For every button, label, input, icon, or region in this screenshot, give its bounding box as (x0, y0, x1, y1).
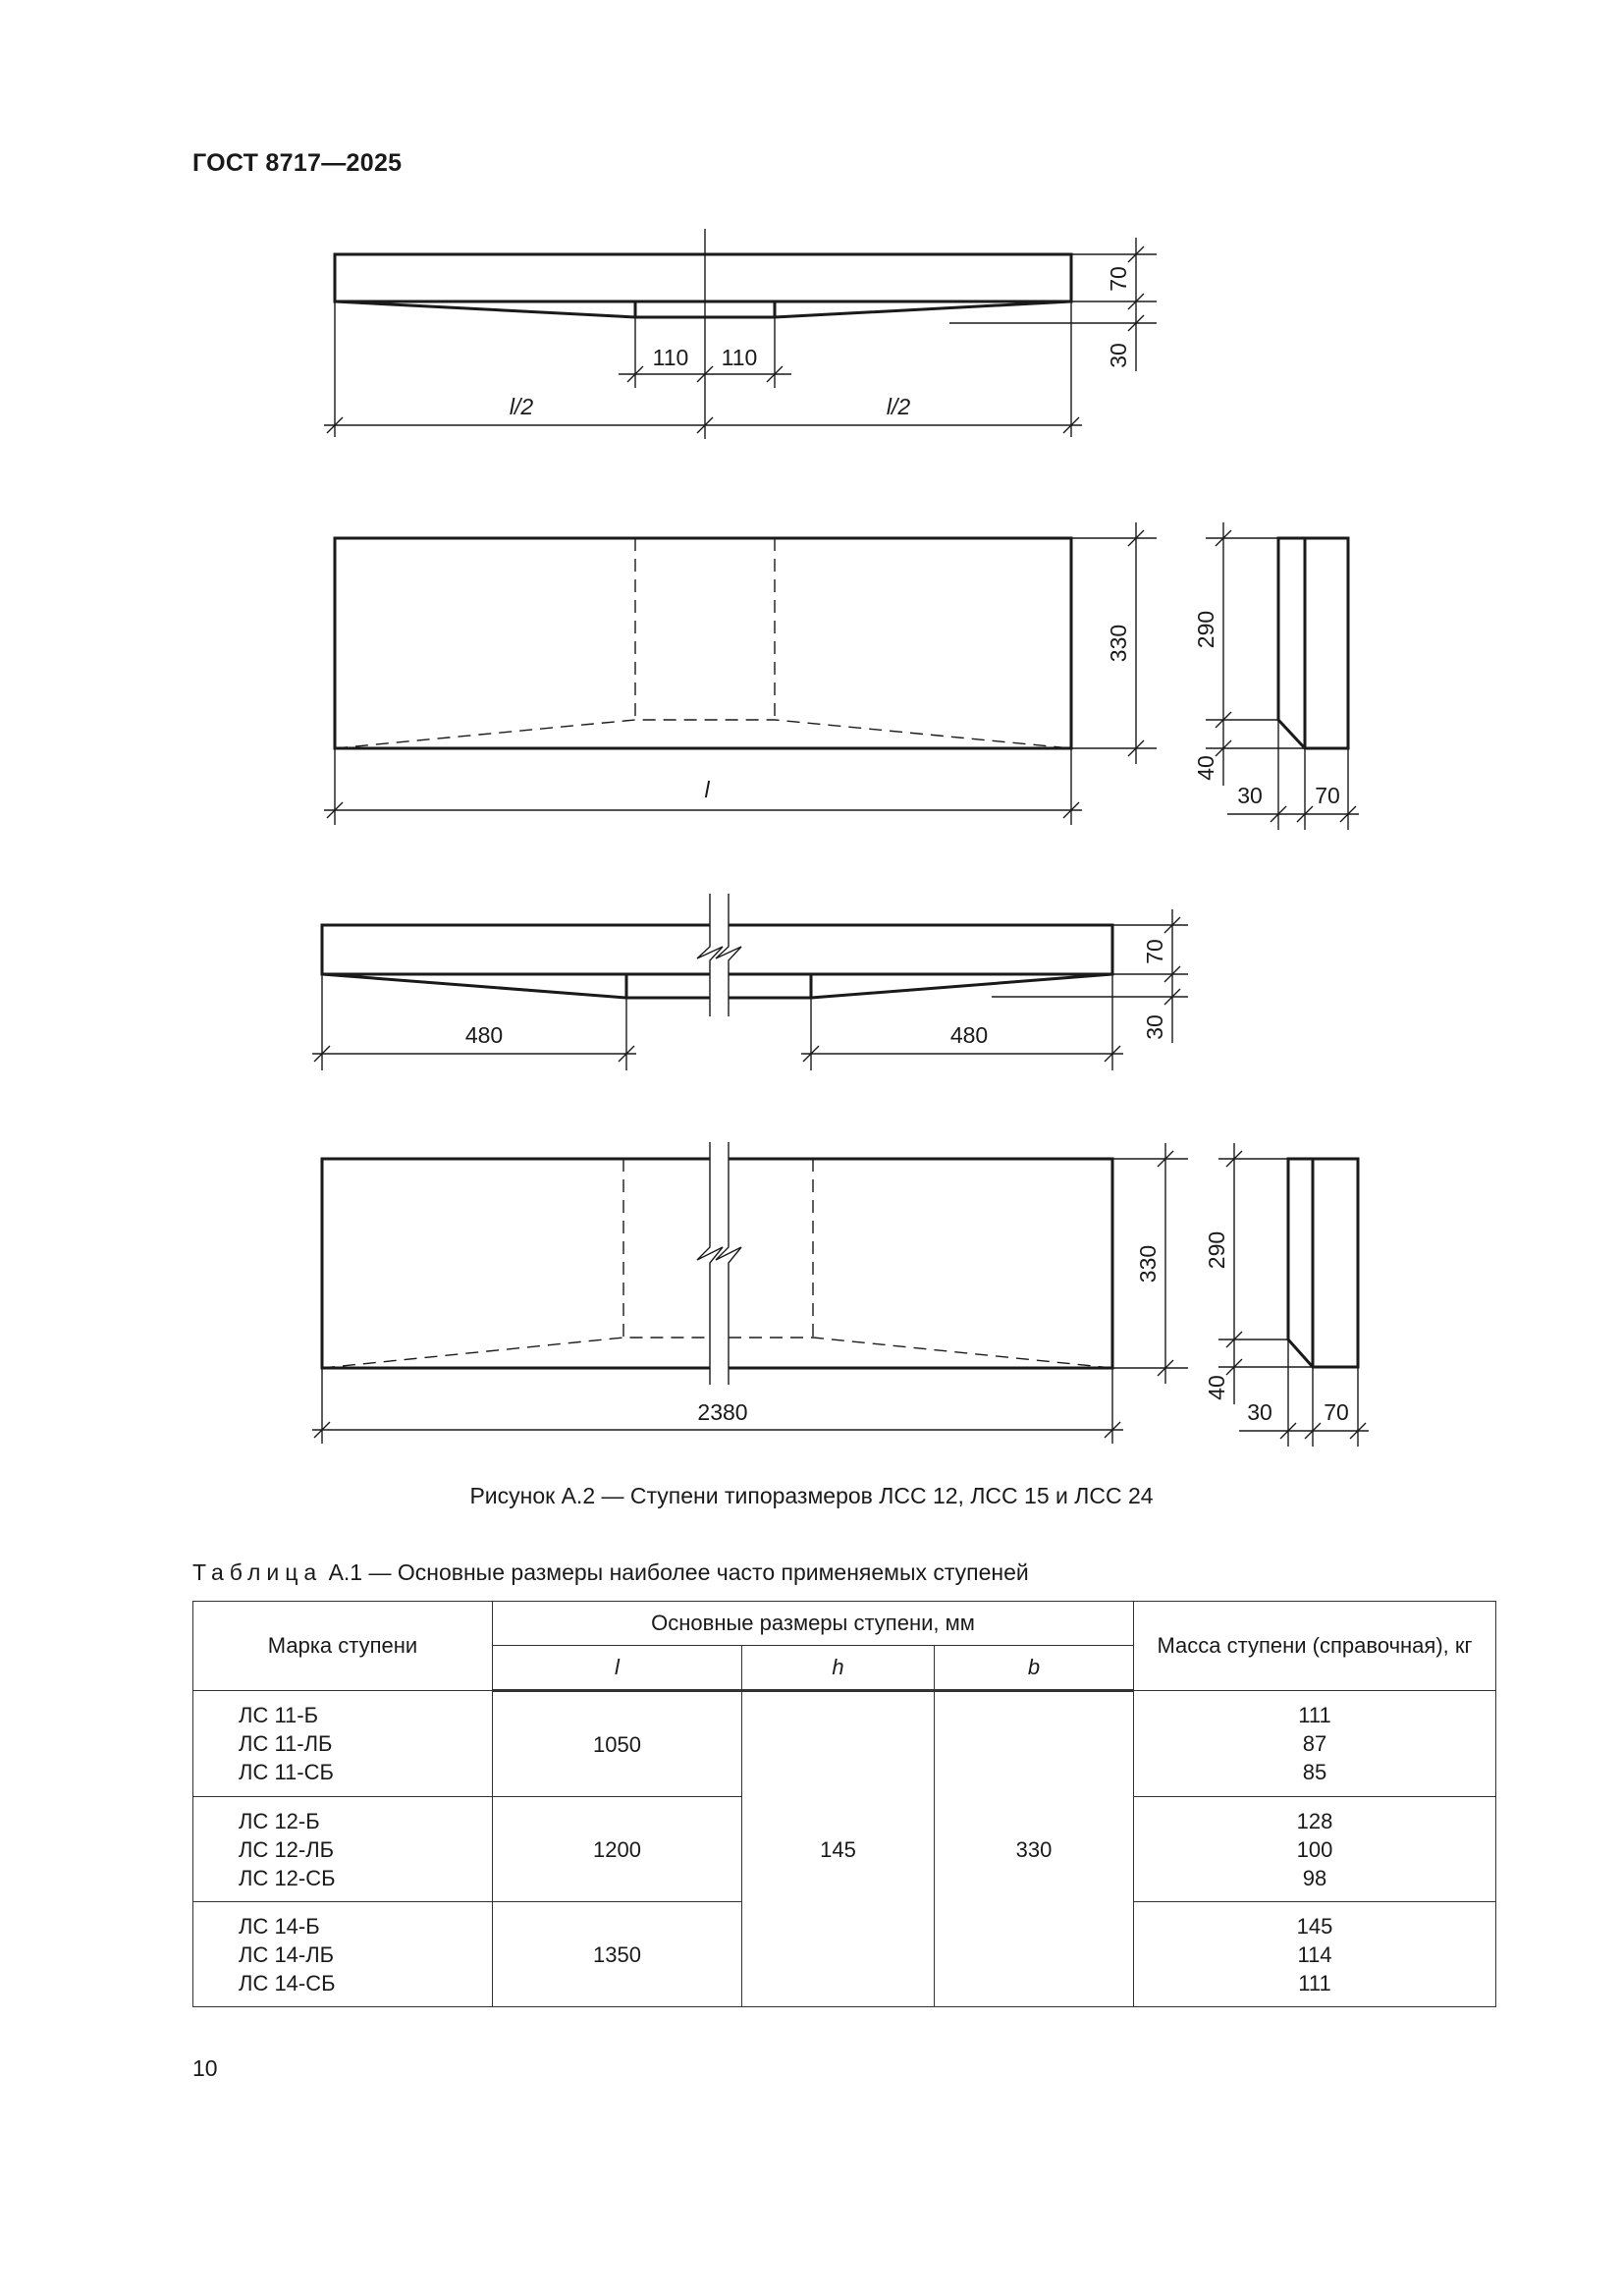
side1-dim-70-label: 70 (1315, 783, 1340, 808)
dim-half-left-label: l/2 (509, 394, 534, 419)
header-dimensions: Основные размеры ступени, мм (493, 1602, 1134, 1646)
dim-110-right-label: 110 (721, 345, 758, 370)
side-view-2 (1204, 1143, 1369, 1447)
dim-480-right-label: 480 (949, 1022, 989, 1048)
view3-dim-30-label: 30 (1142, 1014, 1167, 1040)
table-row (193, 1691, 1496, 1797)
dim-70-label: 70 (1106, 266, 1131, 292)
table-caption (192, 1559, 1029, 1586)
document-code: ГОСТ 8717—2025 (192, 149, 403, 177)
view-1-elevation (324, 229, 1157, 439)
marks-cell: ЛС 14-Б ЛС 14-ЛБ ЛС 14-СБ (193, 1902, 493, 2007)
l-cell: 1050 (493, 1691, 742, 1797)
side1-dim-30-label: 30 (1237, 783, 1263, 808)
dim-330-label: 330 (1106, 624, 1131, 663)
l-cell: 1350 (493, 1902, 742, 2007)
mass-cell: 111 87 85 (1134, 1691, 1496, 1797)
dim-half-right-label: l/2 (886, 394, 911, 419)
marks-cell: ЛС 12-Б ЛС 12-ЛБ ЛС 12-СБ (193, 1797, 493, 1902)
figure-caption: Рисунок А.2 — Ступени типоразмеров ЛСС 12, ЛСС 15 и ЛСС 24 (469, 1483, 1154, 1508)
view-4-plan (312, 1142, 1188, 1444)
dimensions-table (192, 1601, 1496, 2007)
header-h: h (742, 1646, 935, 1691)
view4-dim-330-label: 330 (1135, 1244, 1161, 1284)
dim-length-label: l (704, 777, 710, 802)
view4-length-label: 2380 (697, 1399, 748, 1425)
header-l: l (493, 1646, 742, 1691)
view3-dim-70-label: 70 (1142, 939, 1167, 964)
side1-dim-290-label: 290 (1193, 610, 1218, 649)
l-cell: 1200 (493, 1797, 742, 1902)
table-caption-text: А.1 — Основные размеры наиболее часто применяемых ступеней (328, 1559, 1029, 1585)
side2-dim-30-label: 30 (1247, 1399, 1272, 1425)
side1-dim-40-label: 40 (1193, 755, 1218, 781)
b-cell: 330 (935, 1691, 1134, 2007)
side2-dim-40-label: 40 (1204, 1375, 1229, 1400)
table-caption-word: Таблица (192, 1559, 323, 1585)
header-mass: Масса ступени (справочная), кг (1134, 1602, 1496, 1691)
h-cell: 145 (742, 1691, 935, 2007)
dim-110-left-label: 110 (652, 345, 689, 370)
side2-dim-290-label: 290 (1204, 1230, 1229, 1270)
header-mark: Марка ступени (193, 1602, 493, 1691)
side2-dim-70-label: 70 (1324, 1399, 1349, 1425)
marks-cell: ЛС 11-Б ЛС 11-ЛБ ЛС 11-СБ (193, 1691, 493, 1797)
mass-cell: 128 100 98 (1134, 1797, 1496, 1902)
view-2-plan (324, 522, 1157, 825)
view-3-elevation (312, 894, 1188, 1070)
side-view-1 (1193, 522, 1359, 830)
page-number: 10 (192, 2055, 218, 2081)
header-b: b (935, 1646, 1134, 1691)
dim-30-label: 30 (1106, 343, 1131, 368)
mass-cell: 145 114 111 (1134, 1902, 1496, 2007)
dim-480-left-label: 480 (464, 1022, 504, 1048)
